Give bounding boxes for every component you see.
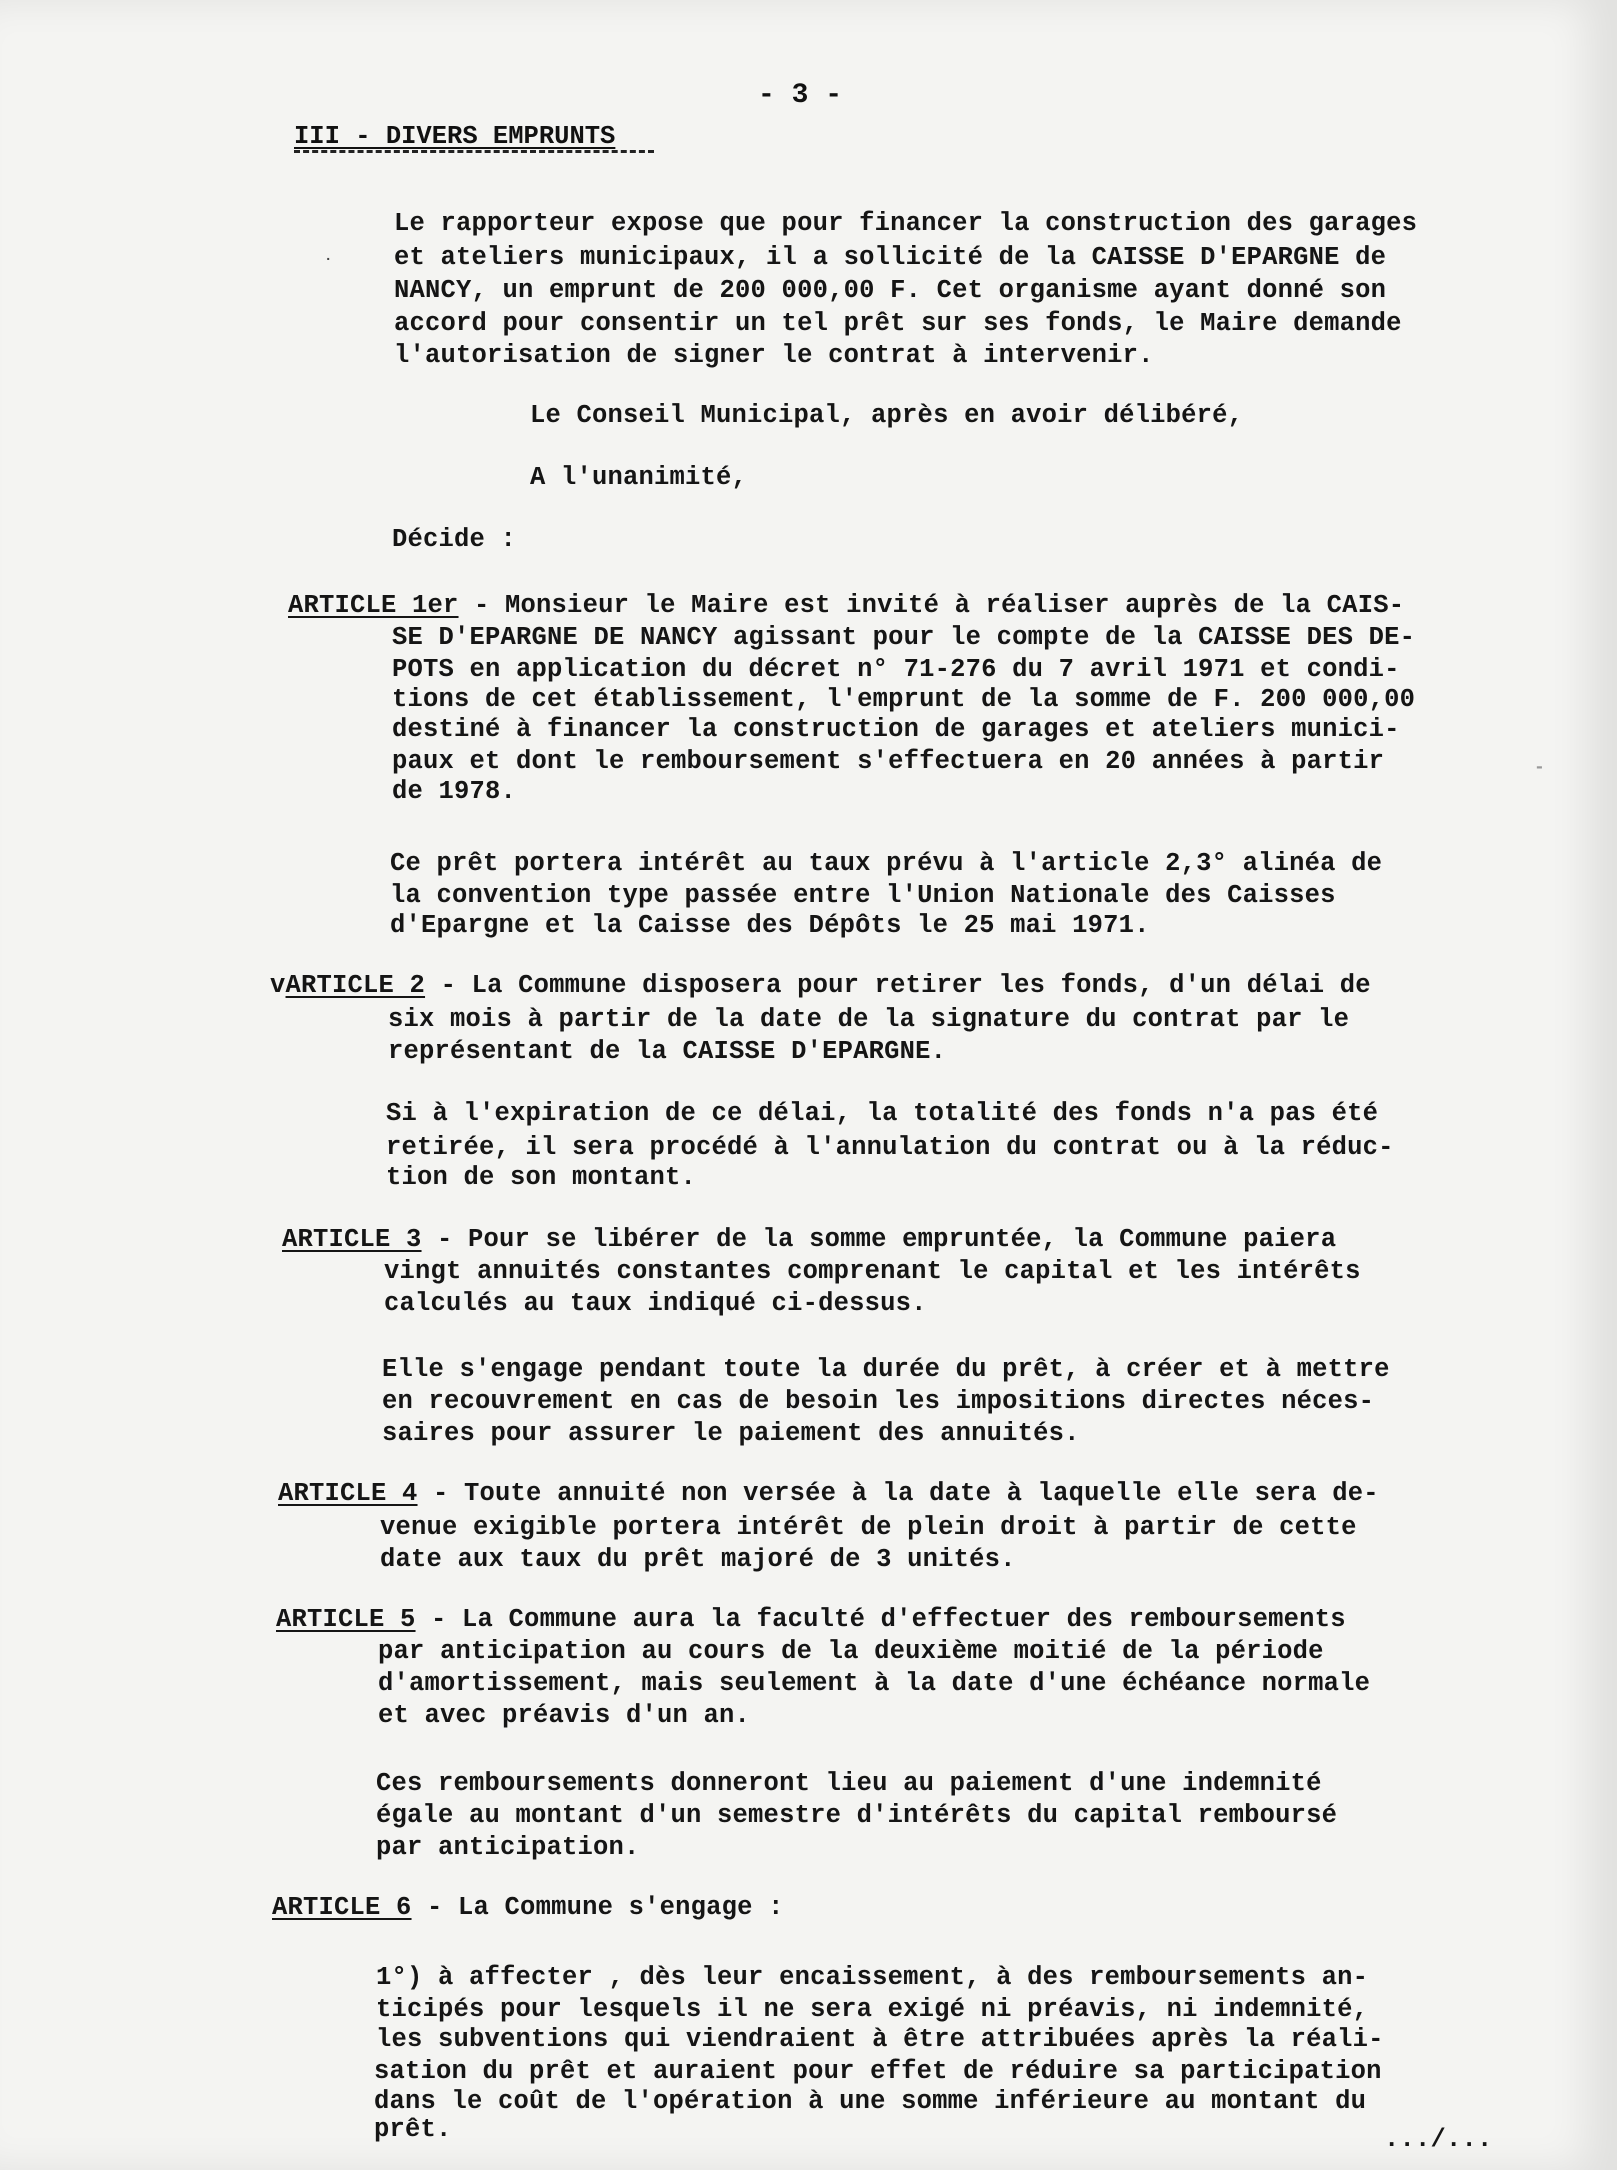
article-2-text: - La Commune disposera pour retirer les fonds, d'un délai de: [440, 971, 1371, 1000]
text-line: paux et dont le remboursement s'effectuera en 20 années à partir: [392, 747, 1385, 776]
article-6-first-line: [272, 1892, 784, 1923]
decide-line: Décide :: [392, 525, 517, 554]
article-3-label: ARTICLE 3: [282, 1225, 422, 1254]
unanimity-line: A l'unanimité,: [530, 463, 748, 492]
text-line: en recouvrement en cas de besoin les impositions directes néces-: [382, 1387, 1375, 1416]
text-line: retirée, il sera procédé à l'annulation du contrat ou à la réduc-: [386, 1133, 1394, 1162]
text-line: SE D'EPARGNE DE NANCY agissant pour le compte de la CAISSE DES DE-: [392, 623, 1416, 652]
text-line: les subventions qui viendraient à être attribuées après la réali-: [376, 2025, 1384, 2054]
text-line: tion de son montant.: [386, 1163, 697, 1192]
text-line: tions de cet établissement, l'emprunt de la somme de F. 200 000,00: [392, 685, 1416, 714]
text-line: l'autorisation de signer le contrat à intervenir.: [394, 341, 1154, 370]
text-line: la convention type passée entre l'Union Nationale des Caisses: [390, 881, 1336, 910]
text-line: par anticipation.: [376, 1833, 640, 1862]
article-1-first-line: [288, 590, 1404, 621]
text-line: par anticipation au cours de la deuxième moitié de la période: [378, 1637, 1324, 1666]
text-line: prêt.: [374, 2115, 452, 2144]
text-line: Si à l'expiration de ce délai, la totalité des fonds n'a pas été: [386, 1099, 1379, 1128]
text-line: Ces remboursements donneront lieu au paiement d'une indemnité: [376, 1769, 1322, 1798]
page-number: - 3 -: [758, 80, 843, 111]
text-line: ticipés pour lesquels il ne sera exigé ni préavis, ni indemnité,: [376, 1995, 1369, 2024]
text-line: représentant de la CAISSE D'EPARGNE.: [388, 1037, 947, 1066]
council-line: Le Conseil Municipal, après en avoir délibéré,: [530, 401, 1244, 430]
article-1-text: - Monsieur le Maire est invité à réaliser auprès de la CAIS-: [474, 591, 1405, 620]
article-4-first-line: [278, 1478, 1379, 1509]
article-5-text: - La Commune aura la faculté d'effectuer des remboursements: [431, 1605, 1346, 1634]
article-1-label: ARTICLE 1er: [288, 591, 459, 620]
article-4-label: ARTICLE 4: [278, 1479, 418, 1508]
article-5-first-line: [276, 1604, 1346, 1635]
text-line: accord pour consentir un tel prêt sur ses fonds, le Maire demande: [394, 309, 1402, 338]
margin-tick: -: [1534, 758, 1545, 778]
text-line: d'amortissement, mais seulement à la date d'une échéance normale: [378, 1669, 1371, 1698]
heading-dashed-rule: [294, 150, 654, 153]
text-line: dans le coût de l'opération à une somme inférieure au montant du: [374, 2087, 1367, 2116]
article-6-label: ARTICLE 6: [272, 1893, 412, 1922]
text-line: Elle s'engage pendant toute la durée du prêt, à créer et à mettre: [382, 1355, 1390, 1384]
text-line: de 1978.: [392, 777, 517, 806]
text-line: sation du prêt et auraient pour effet de réduire sa participation: [374, 2057, 1382, 2086]
article-3-text: - Pour se libérer de la somme empruntée, la Commune paiera: [437, 1225, 1337, 1254]
text-line: calculés au taux indiqué ci-dessus.: [384, 1289, 927, 1318]
continuation-mark: .../...: [1384, 2125, 1493, 2154]
text-line: saires pour assurer le paiement des annuités.: [382, 1419, 1080, 1448]
text-line: vingt annuités constantes comprenant le capital et les intérêts: [384, 1257, 1361, 1286]
text-line: et avec préavis d'un an.: [378, 1701, 751, 1730]
article-5-label: ARTICLE 5: [276, 1605, 416, 1634]
text-line: d'Epargne et la Caisse des Dépôts le 25 mai 1971.: [390, 911, 1150, 940]
article-4-text: - Toute annuité non versée à la date à laquelle elle sera de-: [433, 1479, 1379, 1508]
text-line: venue exigible portera intérêt de plein droit à partir de cette: [380, 1513, 1357, 1542]
text-line: destiné à financer la construction de garages et ateliers munici-: [392, 715, 1400, 744]
article-2-label: ARTICLE 2: [285, 971, 426, 1000]
text-line: Le rapporteur expose que pour financer la construction des garages: [394, 209, 1418, 238]
text-line: six mois à partir de la date de la signature du contrat par le: [388, 1005, 1350, 1034]
margin-dot: ·: [324, 252, 333, 268]
text-line: et ateliers municipaux, il a sollicité de la CAISSE D'EPARGNE de: [394, 243, 1387, 272]
article-2-margin-mark: v: [270, 971, 286, 1000]
text-line: NANCY, un emprunt de 200 000,00 F. Cet organisme ayant donné son: [394, 276, 1387, 305]
text-line: 1°) à affecter , dès leur encaissement, à des remboursements an-: [376, 1963, 1369, 1992]
article-2-first-line: [270, 970, 1371, 1001]
text-line: date aux taux du prêt majoré de 3 unités.: [380, 1545, 1016, 1574]
text-line: POTS en application du décret n° 71-276 du 7 avril 1971 et condi-: [392, 655, 1400, 684]
section-heading: III - DIVERS EMPRUNTS: [294, 122, 616, 151]
text-line: Ce prêt portera intérêt au taux prévu à l'article 2,3° alinéa de: [390, 849, 1383, 878]
article-6-text: - La Commune s'engage :: [427, 1893, 784, 1922]
article-3-first-line: [282, 1224, 1336, 1255]
text-line: égale au montant d'un semestre d'intérêts du capital remboursé: [376, 1801, 1338, 1830]
